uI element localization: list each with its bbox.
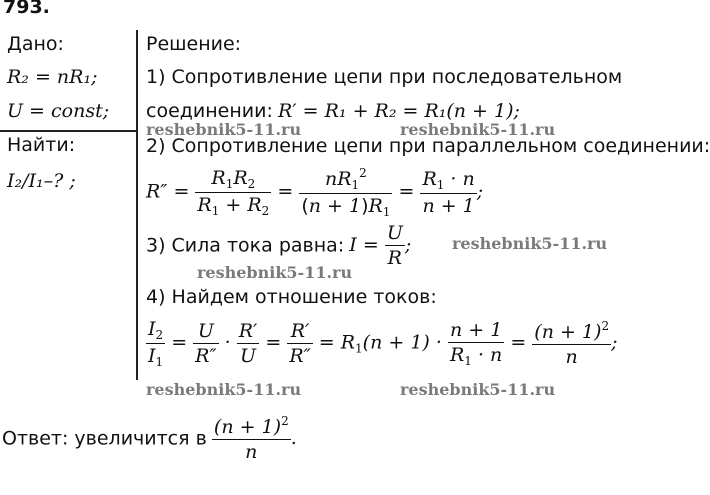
answer-line [2,414,297,463]
watermark: reshebnik5-11.ru [197,263,353,282]
step-3-formula: I = $\frac{U}{R}$ ; [349,222,412,269]
answer-prefix: Ответ: увеличится в [2,427,207,450]
given-label: Дано: [7,33,64,55]
given-line-2: U = const; [7,100,110,122]
solution-label: Решение: [146,33,242,55]
find-label: Найти: [7,134,76,156]
step-3-text: 3) Сила тока равна: [146,234,345,257]
watermark: reshebnik5-11.ru [400,120,556,139]
find-line-1: I₂/I₁–? ; [7,170,76,192]
horizontal-divider [0,130,137,132]
watermark: reshebnik5-11.ru [146,120,302,139]
watermark: reshebnik5-11.ru [400,380,556,399]
problem-number: 793. [3,0,50,18]
step-2-text: 2) Сопротивление цепи при параллельном соединении: [146,135,710,157]
step-4-text: 4) Найдем отношение токов: [146,286,437,308]
watermark: reshebnik5-11.ru [452,234,608,253]
vertical-divider [136,30,138,380]
step-1-prefix: соединении: [146,100,273,122]
watermark: reshebnik5-11.ru [146,380,302,399]
step-1-formula: R′ = R₁ + R₂ = R₁(n + 1); [277,100,520,122]
given-line-1: R₂ = nR₁; [7,66,98,88]
answer-formula: $\frac{(n + 1)^2}{n}$ . [213,414,297,463]
step-1-line [146,100,520,122]
step-1-text: 1) Сопротивление цепи при последовательном [146,66,623,88]
step-2-formula: R″ = $\frac{R_1R_2}{R_1 + R_2}$ = $\frac{nR_1^2}{(n + 1)R_1}$ = $\frac{R_1 \cdot n}{n + 1}$ ; [146,166,484,219]
step-4-formula: $\frac{I_2}{I_1}$ = $\frac{U}{R''}$ · $\frac{R'}{U}$ = $\frac{R'}{R''}$ = $R_1(n + 1)$ · $\frac{n + 1}{R_1 \cdot n}$ = $\frac{(n + 1)^2}{n}$ ; [148,318,618,369]
step-3-line [146,222,411,269]
